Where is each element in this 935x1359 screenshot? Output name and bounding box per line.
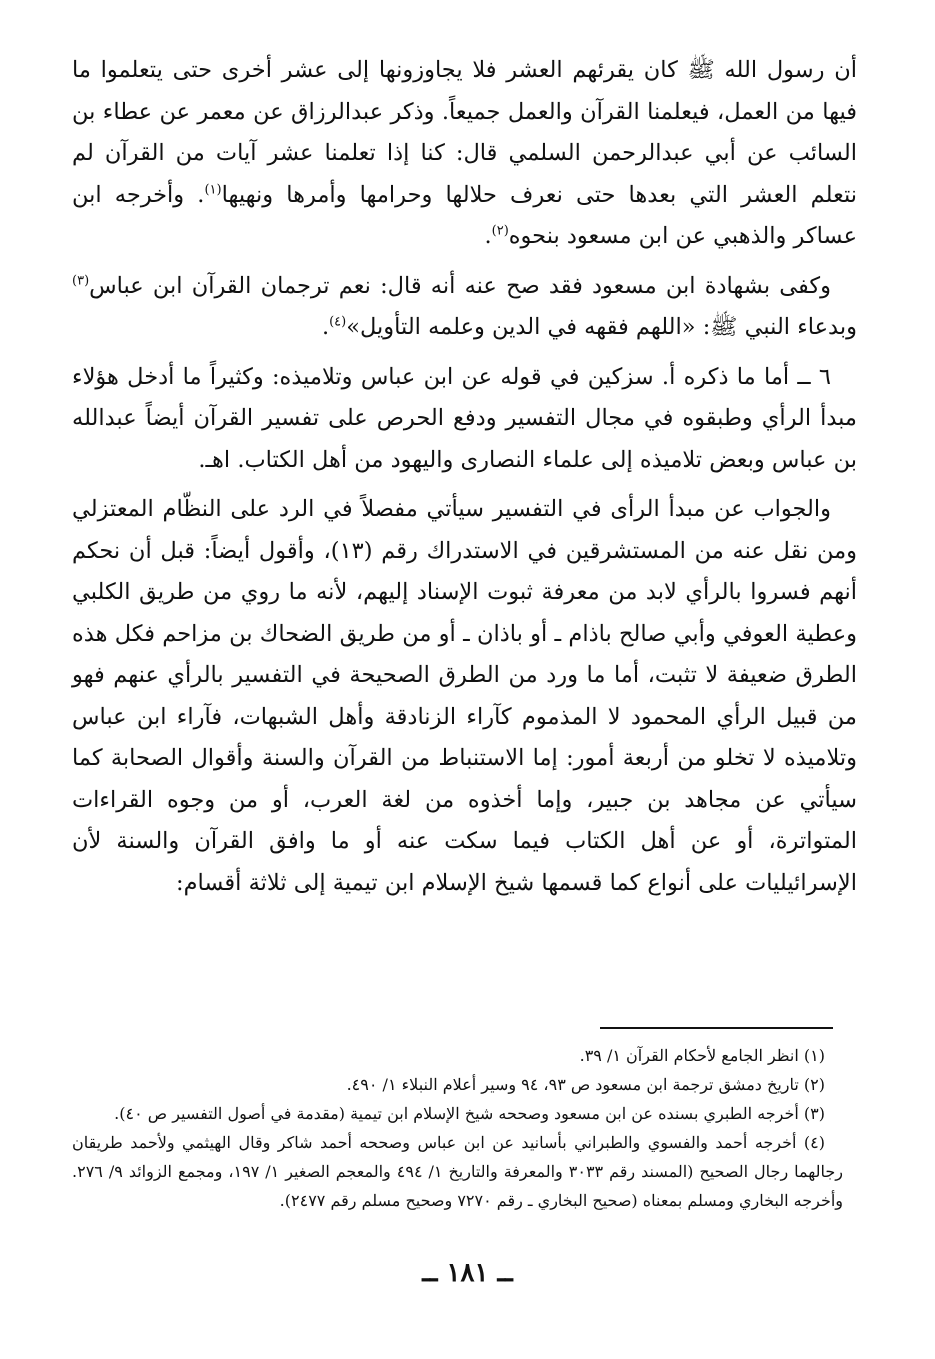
paragraph-3: ٦ ــ أما ما ذكره أ. سزكين في قوله عن ابن عباس وتلاميذه: وكثيراً ما أدخل هؤلاء مبدأ الرأي وطبقوه في مجال التفسير ودفع الحرص على تفسير القرآن أيضاً عبدالله بن عباس وبعض تلاميذه إلى علماء النصارى واليهود من أهل الكتاب. اهـ. [72, 363, 857, 473]
footnote-1: (١) انظر الجامع لأحكام القرآن ١/ ٣٩. [579, 1046, 825, 1065]
main-text [72, 50, 857, 912]
paragraph-4: والجواب عن مبدأ الرأى في التفسير سيأتي مفصلاً في الرد على النظّام المعتزلي ومن نقل عنه من المستشرقين في الاستدراك رقم (١٣)، وأقول أيضاً: قبل أن نحكم أنهم فسروا بالرأي لابد من معرفة ثبوت الإسناد إليهم، لأنه ما روي من طريق الكلبي وعطية العوفي وأبي صالح باذام ـ أو باذان ـ أو من طريق الضحاك بن مزاحم فكل هذه الطرق ضعيفة لا تثبت، أما ما ورد من الطرق الصحيحة في التفسير بالرأي عنهم فهو من قبيل الرأي المحمود لا المذموم كآراء الزنادقة وأهل الشبهات، فآراء ابن عباس وتلاميذه لا تخلو من أربعة أمور: إما الاستنباط من القرآن والسنة وأقوال الصحابة كما سيأتي عن مجاهد بن جبير، وإما أخذوه من لغة العرب، أو من وجوه القراءات المتواترة، أو عن أهل الكتاب فيما سكت عنه أو ما وافق القرآن والسنة لأن الإسرائيليات على أنواع كما قسمها شيخ الإسلام ابن تيمية إلى ثلاثة أقسام: [72, 496, 857, 896]
paragraph-1: أن رسول الله ﷺ كان يقرئهم العشر فلا يجاوزونها إلى عشر أخرى حتى يتعلموا ما فيها من العمل، فيعلمنا القرآن والعمل جميعاً. وذكر عبدالرزاق عن معمر عن عطاء بن السائب عن أبي عبدالرحمن السلمي قال: كنا إذا تعلمنا عشر آيات من القرآن لم نتعلم العشر التي بعدها حتى نعرف حلالها وحرامها وأمرها ونهيها$^{(١)}$. وأخرجه ابن عساكر والذهبي عن ابن مسعود بنحوه$^{(٢)}$. [72, 57, 857, 249]
footnote-ref-1: (١) [204, 182, 222, 197]
footnote-separator [600, 1027, 833, 1029]
footnote-ref-2: (٢) [491, 223, 509, 239]
footnotes [72, 1041, 843, 1215]
footnote-2: (٢) تاريخ دمشق ترجمة ابن مسعود ص ٩٣، ٩٤ وسير أعلام النبلاء ١/ ٤٩٠. [346, 1075, 825, 1094]
paragraph-2: وكفى بشهادة ابن مسعود فقد صح عنه أنه قال: نعم ترجمان القرآن ابن عباس$^{(٣)}$ وبدعاء النبي ﷺ: «اللهم فقهه في الدين وعلمه التأويل»$^{(٤)}$. [72, 272, 857, 340]
footnote-ref-4: (٤) [329, 314, 347, 330]
footnote-4: (٤) أخرجه أحمد والفسوي والطبراني بأسانيد عن ابن عباس وصححه أحمد شاكر وقال الهيثمي ولأحمد طريقان رجالهما رجال الصحيح (المسند رقم ٣٠٣٣ والمعرفة والتاريخ ١/ ٤٩٤ والمعجم الصغير ١/ ١٩٧، ومجمع الزوائد ٩/ ٢٧٦. وأخرجه البخاري ومسلم بمعناه (صحيح البخاري ـ رقم ٧٢٧٠ وصحيح مسلم رقم ٢٤٧٧). [72, 1133, 844, 1210]
footnote-ref-3: (٣) [72, 273, 90, 288]
footnote-3: (٣) أخرجه الطبري بسنده عن ابن مسعود وصححه شيخ الإسلام ابن تيمية (مقدمة في أصول التفسير ص ٤٠). [114, 1104, 825, 1123]
page-number: ــ ١٨١ ــ [422, 1258, 513, 1288]
